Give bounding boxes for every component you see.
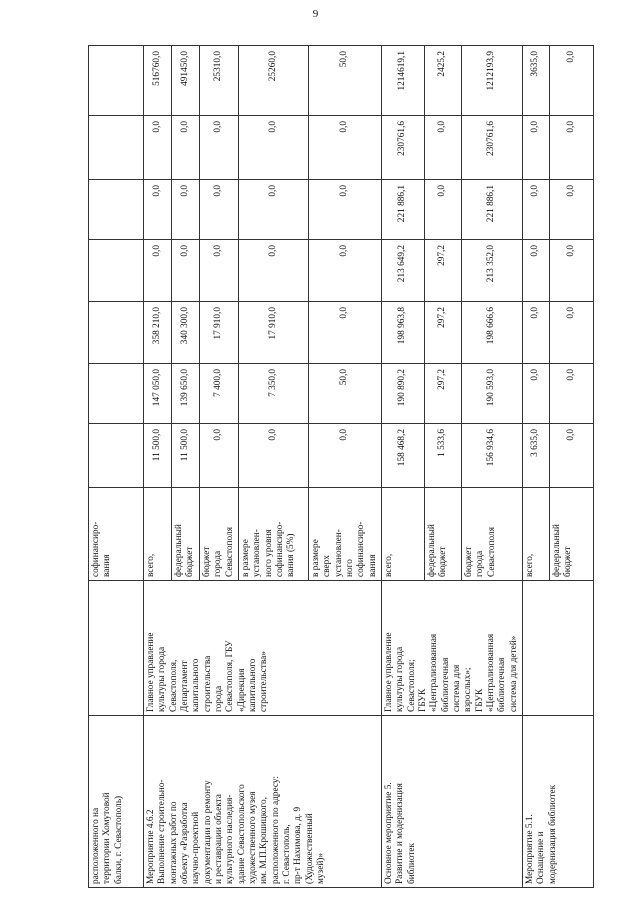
value-cell: 0,0: [144, 116, 172, 180]
value-cell: 0,0: [308, 180, 381, 240]
value-cell: 230761,6: [381, 116, 424, 180]
value-cell: 340 300,0: [172, 302, 200, 364]
value-cell: 50,0: [308, 364, 381, 424]
value-cell: 25260,0: [238, 46, 308, 116]
value-cell: 3 635,0: [522, 424, 549, 488]
value-cell: 297,2: [424, 240, 461, 302]
funding-source-cell: федеральный бюджет: [424, 488, 461, 581]
value-cell: 0,0: [549, 424, 593, 488]
value-cell: 139 650,0: [172, 364, 200, 424]
value-cell: 0,0: [549, 46, 593, 116]
value-cell: 0,0: [238, 180, 308, 240]
value-cell: 156 934,6: [462, 424, 523, 488]
funding-source-cell: всего,: [522, 488, 549, 581]
value-cell: 0,0: [172, 116, 200, 180]
value-cell: 2425,2: [424, 46, 461, 116]
event-cell: Мероприятие 5.1. Оснащение и модернизация библиотек: [522, 716, 593, 888]
page-number: 9: [312, 8, 319, 20]
executor-cell: [522, 581, 593, 716]
value-cell: 198 666,6: [462, 302, 523, 364]
value-cell: 0,0: [172, 240, 200, 302]
value-cell: [89, 364, 144, 424]
value-cell: 7 350,0: [238, 364, 308, 424]
value-cell: 0,0: [522, 240, 549, 302]
value-cell: [89, 302, 144, 364]
value-cell: 213 649,2: [381, 240, 424, 302]
value-cell: 11 500,0: [172, 424, 200, 488]
value-cell: 0,0: [200, 180, 239, 240]
budget-table-body: [89, 46, 594, 888]
event-cell: расположенного на территории Хомутовой балки, г. Севастополь): [89, 716, 144, 888]
value-cell: 17 910,0: [238, 302, 308, 364]
value-cell: [89, 424, 144, 488]
value-cell: 0,0: [549, 240, 593, 302]
value-cell: 221 886,1: [462, 180, 523, 240]
value-cell: 297,2: [424, 364, 461, 424]
value-cell: 0,0: [200, 424, 239, 488]
value-cell: 0,0: [308, 240, 381, 302]
value-cell: 198 963,8: [381, 302, 424, 364]
budget-table: [88, 45, 594, 888]
value-cell: [89, 240, 144, 302]
value-cell: 25310,0: [200, 46, 239, 116]
event-cell: Основное мероприятие 5. Развитие и модернизация библиотек: [381, 716, 522, 888]
value-cell: 0,0: [549, 302, 593, 364]
value-cell: 0,0: [549, 116, 593, 180]
executor-cell: Главное управление культуры города Севастополя, Департамент капитального строительства города Севастополя, ГБУ «Дирекция капитального строительства»: [144, 581, 382, 716]
value-cell: 0,0: [200, 116, 239, 180]
value-cell: [89, 46, 144, 116]
value-cell: 0,0: [308, 302, 381, 364]
executor-cell: [89, 581, 144, 716]
value-cell: 0,0: [549, 364, 593, 424]
value-cell: 0,0: [424, 180, 461, 240]
value-cell: 230761,6: [462, 116, 523, 180]
value-cell: 0,0: [549, 180, 593, 240]
value-cell: 158 468,2: [381, 424, 424, 488]
event-cell: Мероприятие 4.6.2 Выполнение строительно- монтажных работ по объекту «Разработка научно-проектной документации по ремонту и реставрации объекта культурного наследия- здание Севастопольского художественного музея им. М.П.Крошицкого, расположенного по адресу: г. Севастополь, пр-т Нахимова, д. 9 (Художественный музей)»: [144, 716, 382, 888]
value-cell: 213 352,0: [462, 240, 523, 302]
value-cell: 221 886,1: [381, 180, 424, 240]
value-cell: 1 533,6: [424, 424, 461, 488]
value-cell: 0,0: [522, 302, 549, 364]
value-cell: 0,0: [238, 116, 308, 180]
value-cell: 516760,0: [144, 46, 172, 116]
value-cell: 0,0: [522, 116, 549, 180]
value-cell: 491450,0: [172, 46, 200, 116]
value-cell: 190 890,2: [381, 364, 424, 424]
funding-source-cell: федеральный бюджет: [172, 488, 200, 581]
value-cell: 297,2: [424, 302, 461, 364]
funding-source-cell: софинансиро- вания: [89, 488, 144, 581]
table-row: [522, 46, 549, 888]
value-cell: [89, 180, 144, 240]
value-cell: 11 500,0: [144, 424, 172, 488]
value-cell: 0,0: [522, 180, 549, 240]
value-cell: 0,0: [308, 116, 381, 180]
value-cell: 147 050,0: [144, 364, 172, 424]
funding-source-cell: в размере установлен- ного уровня софинансиро- вания (5%): [238, 488, 308, 581]
funding-source-cell: бюджет города Севастополя: [200, 488, 239, 581]
value-cell: 0,0: [424, 116, 461, 180]
value-cell: 50,0: [308, 46, 381, 116]
value-cell: 1212193,9: [462, 46, 523, 116]
value-cell: 0,0: [522, 364, 549, 424]
value-cell: 17 910,0: [200, 302, 239, 364]
value-cell: 0,0: [172, 180, 200, 240]
value-cell: 0,0: [238, 424, 308, 488]
value-cell: 0,0: [144, 240, 172, 302]
funding-source-cell: федеральный бюджет: [549, 488, 593, 581]
table-row: [89, 46, 144, 888]
value-cell: 3635,0: [522, 46, 549, 116]
value-cell: 1214619,1: [381, 46, 424, 116]
value-cell: 190 593,0: [462, 364, 523, 424]
funding-source-cell: всего,: [381, 488, 424, 581]
value-cell: [89, 116, 144, 180]
value-cell: 0,0: [144, 180, 172, 240]
funding-source-cell: в размере сверх установлен- ного софинансиро- вания: [308, 488, 381, 581]
value-cell: 0,0: [200, 240, 239, 302]
funding-source-cell: бюджет города Севастополя: [462, 488, 523, 581]
value-cell: 0,0: [238, 240, 308, 302]
executor-cell: Главное управление культуры города Севастополя; ГБУК «Централизованная библиотечная система для взрослых»; ГБУК «Централизованная библиотечная система для детей»: [381, 581, 522, 716]
table-row: [144, 46, 172, 888]
value-cell: 0,0: [308, 424, 381, 488]
table-row: [381, 46, 424, 888]
value-cell: 7 400,0: [200, 364, 239, 424]
rotated-page-content: [88, 46, 576, 888]
funding-source-cell: всего,: [144, 488, 172, 581]
value-cell: 358 210,0: [144, 302, 172, 364]
